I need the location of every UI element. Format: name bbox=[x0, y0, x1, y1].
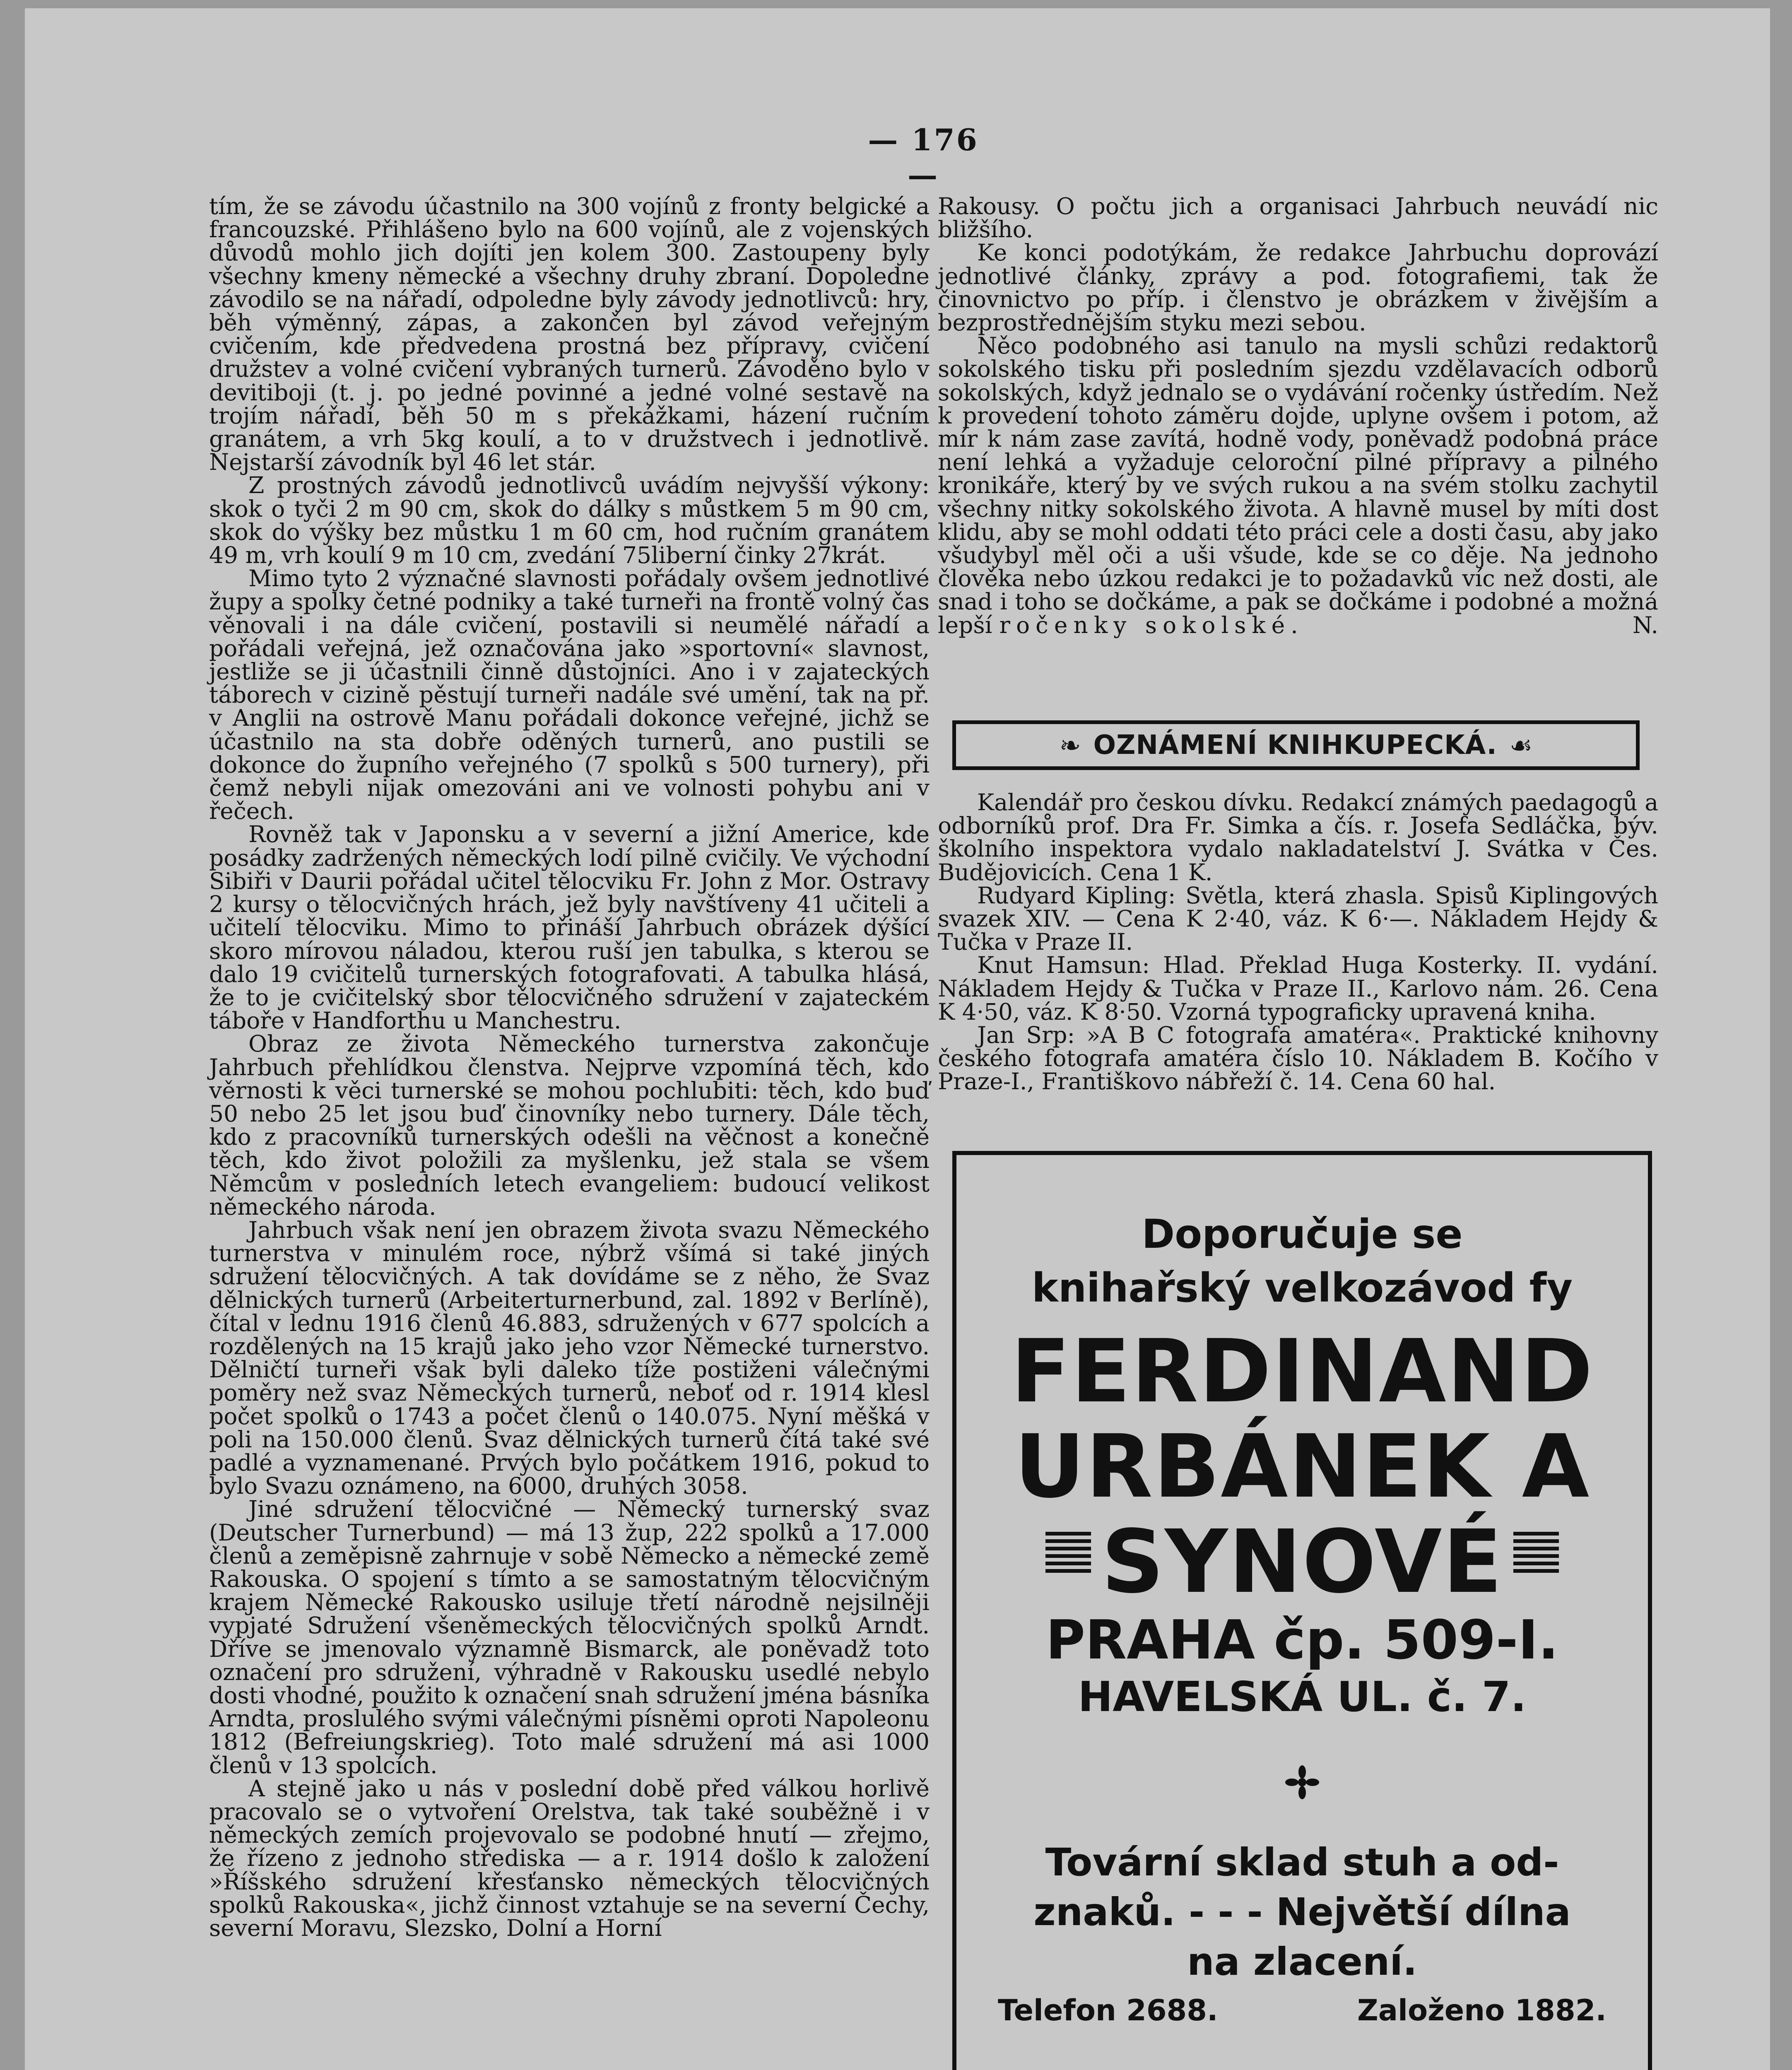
spaced-text: ročenky sokolské. bbox=[999, 611, 1304, 638]
paragraph bbox=[938, 334, 1658, 637]
paragraph-text: Něco podobného asi tanulo na mysli schůzi redaktorů sokolského tisku při posledním sjezdu vzdělavacích odborů sokolských, když jednalo se o vydávání ročenky ústředím. Než k provedení tohoto záměru dojde, uplyne ovšem i potom, až mír k nám zase zavítá, hodně vody, poněvadž podobná práce není lehká a vyžaduje celoroční pilné přípravy a pilného kronikáře, který by ve svých rukou a na svém stolku zachytil všechny nitky sokolského života. A hlavně musel by míti dost klidu, aby se mohl oddati této práci cele a dosti času, aby jako všudybyl měl oči a uši všude, kde se co děje. Na jednoho člověka nebo úzkou redakci je to požadavků víc než dosti, ale snad i toho se dočkáme, a pak se dočkáme i podobné a možná lepší bbox=[938, 332, 1658, 638]
paragraph: Jahrbuch však není jen obrazem života svazu Německého turnerstva v minulém roce, nýbrž všímá si také jiných sdružení tělocvičných. A tak dovídáme se z něho, že Svaz dělnických turnerů (Arbeiterturnerbund, zal. 1892 v Berlíně), čítal v lednu 1916 členů 46.883, sdružených v 677 spolcích a rozdělených na 15 krajů jako jeho vzor Německé turnerstvo. Dělničtí turneři však byli daleko tíže postiženi válečnými poměry než svaz Německých turnerů, neboť od r. 1914 klesl počet spolků o 1743 a počet členů o 140.075. Nyní měšká v poli na 150.000 členů. Svaz dělnických turnerů čítá také své padlé a vyznamenané. Prvých bylo počátkem 1916, pokud to bylo Svazu oznámeno, na 6000, druhých 3058. bbox=[209, 1216, 930, 1500]
page-number: — 176 — bbox=[868, 122, 979, 193]
left-column bbox=[209, 195, 930, 1940]
author-signature: N. bbox=[1632, 611, 1658, 638]
ad-name-line-1: FERDINAND bbox=[1011, 1321, 1594, 1422]
paragraph: Rovněž tak v Japonsku a v severní a jižní Americe, kde posádky zadržených německých lodí pilně cvičily. Ve východní Sibiři v Daurii pořádal učitel tělocviku Fr. John z Mor. Ostravy 2 kursy o tělocvičných hrách, jež byly navštíveny 41 učiteli a učitelí tělocviku. Mimo to přináší Jahrbuch obrázek dýšící skoro mírovou náladou, kterou ruší jen tabulka, s kterou se dalo 19 cvičitelů turnerských fotografovati. A tabulka hlásá, že to je cvičitelský sbor tělocvičného sdružení v zajateckém táboře v Handforthu u Manchestru. bbox=[209, 821, 930, 1034]
ad-founded: Založeno 1882. bbox=[1357, 1993, 1607, 2027]
ad-address-line-1: PRAHA čp. 509-I. bbox=[1045, 1608, 1559, 1671]
decorative-bars-right-icon bbox=[1513, 1532, 1559, 1575]
ad-text-line-1: Tovární sklad stuh a od- bbox=[1045, 1840, 1559, 1885]
ornament-right-icon: ☙ bbox=[1509, 730, 1533, 761]
ad-name-line-3: SYNOVÉ bbox=[1101, 1511, 1503, 1613]
paragraph: A stejně jako u nás v poslední době před válkou horlivě pracovalo se o vytvoření Orelstva, tak také souběžně i v německých zemích projevovalo se podobné hnutí — zřejmo, že řízeno z jednoho střediska — a r. 1914 došlo k založení »Říšského sdružení křesťansko německých tělocvičných spolků Rakouska«, jichž činnost vztahuje se na severní Čechy, severní Moravu, Slezsko, Dolní a Horní bbox=[209, 1775, 930, 1942]
notices-heading: OZNÁMENÍ KNIHKUPECKÁ. bbox=[1093, 730, 1497, 761]
paragraph: Mimo tyto 2 význačné slavnosti pořádaly ovšem jednotlivé župy a spolky četné podniky a také turneři na frontě volný čas věnovali i na dále cvičení, postavili si neumělé nářadí a pořádali veřejná, jež označována jako »sportovní« slavnost, jestliže se ji účastnili činně důstojníci. Ano i v zajateckých táborech v cizině pěstují turneři nadále své umění, tak na př. v Anglii na ostrově Manu pořádali dokonce veřejné, jichž se účastnilo na sta dobře oděných turnerů, ano pustili se dokonce do župního veřejného (7 spolků s 500 turnery), při čemž nebyli nijak omezováni ani ve volnosti pohybu ani v řečech. bbox=[209, 565, 930, 825]
paragraph: tím, že se závodu účastnilo na 300 vojínů z fronty belgické a francouzské. Přihlášeno bylo na 600 vojínů, ale z vojenských důvodů mohlo jich dojíti jen kolem 300. Zastoupeny byly všechny kmeny německé a všechny druhy zbraní. Dopoledne závodilo se na nářadí, odpoledne byly závody jednotlivců: hry, běh výměnný, zápas, a zakončen byl závod veřejným cvičením, kde předvedena prostná bez přípravy, cvičení družstev a volné cvičení vybraných turnerů. Závoděno bylo v devitiboji (t. j. po jedné povinné a jedné volné sestavě na trojím nářadí, běh 50 m s překážkami, házení ručním granátem, a vrh 5kg koulí, a to v družstvech i jednotlivě. Nejstarší závodník byl 46 let stár. bbox=[209, 193, 930, 476]
notices-heading-box bbox=[952, 720, 1640, 770]
decorative-bars-left-icon bbox=[1045, 1532, 1091, 1575]
book-notice: Jan Srp: »A B C fotografa amatéra«. Praktické knihovny českého fotografa amatéra číslo 10. Nákladem B. Kočího v Praze-I., Františkovo nábřeží č. 14. Cena 60 hal. bbox=[938, 1022, 1658, 1095]
paragraph: Jiné sdružení tělocvičné — Německý turnerský svaz (Deutscher Turnerbund) — má 13 žup, 222 spolků a 17.000 členů a zeměpisně zahrnuje v sobě Německo a německé země Rakouska. O spojení s tímto a se samostatným tělocvičným krajem Německé Rakousko usiluje třetí národně nejsilněji vypjaté Sdružení všeněmeckých tělocvičných spolků Arndt. Dříve se jmenovalo významně Bismarck, ale poněvadž toto označení pro sdružení, výhradně v Rakousku usedlé nebylo dosti vhodné, použito k označení snah sdružení jména básníka Arndta, proslulého svými válečnými písněmi oproti Napoleonu 1812 (Befreiungskrieg). Toto malé sdružení má asi 1000 členů v 13 spolcích. bbox=[209, 1496, 930, 1779]
book-notice: Kalendář pro českou dívku. Redakcí známých paedagogů a odborníků prof. Dra Fr. Simka a čís. r. Josefa Sedláčka, býv. školního inspektora vydalo nakladatelství J. Svátka v Čes. Budějovicích. Cena 1 K. bbox=[938, 789, 1658, 886]
bookbinder-advertisement bbox=[952, 1151, 1652, 2070]
paragraph: Ke konci podotýkám, že redakce Jahrbuchu doprovází jednotlivé články, zprávy a pod. fotografiemi, tak že činovnictvo po příp. i členstvo je obrázkem v živějším a bezprostřednějším styku mezi sebou. bbox=[938, 239, 1658, 336]
right-column bbox=[938, 195, 1658, 637]
ad-address-line-2: HAVELSKÁ UL. č. 7. bbox=[1078, 1673, 1527, 1721]
ad-text-line-2: znaků. - - - Největší dílna bbox=[1033, 1890, 1571, 1934]
ad-text-line-3: na zlacení. bbox=[1187, 1940, 1417, 1984]
ad-phone: Telefon 2688. bbox=[998, 1993, 1218, 2027]
book-notice: Knut Hamsun: Hlad. Překlad Huga Kosterky. II. vydání. Nákladem Hejdy & Tučka v Praze II., Karlovo nám. 26. Cena K 4·50, váz. K 8·50. Vzorná typograficky upravená kniha. bbox=[938, 952, 1658, 1025]
ornament-left-icon: ❧ bbox=[1059, 730, 1081, 761]
paragraph: Z prostných závodů jednotlivců uvádím nejvyšší výkony: skok o tyči 2 m 90 cm, skok do dálky s můstkem 5 m 90 cm, skok do výšky bez můstku 1 m 60 cm, hod ručním granátem 49 m, vrh koulí 9 m 10 cm, zvedání 75liberní činky 27krát. bbox=[209, 472, 930, 569]
paragraph: Rakousy. O počtu jich a organisaci Jahrbuch neuvádí nic bližšího. bbox=[938, 193, 1658, 243]
ad-name-line-2: URBÁNEK A bbox=[1014, 1416, 1590, 1517]
ad-recommend-line: Doporučuje se bbox=[1142, 1211, 1463, 1257]
paragraph: Obraz ze života Německého turnerstva zakončuje Jahrbuch přehlídkou členstva. Nejprve vzpomíná těch, kdo věrnosti k věci turnerské se mohou pochlubiti: těch, kdo buď 50 nebo 25 let jsou buď činovníky nebo turnery. Dále těch, kdo z pracovníků turnerských odešli na věčnost a konečně těch, kdo život položili za myšlenku, jež stala se všem Němcům v posledních letech evangeliem: budoucí velikost německého národa. bbox=[209, 1030, 930, 1220]
book-notices bbox=[938, 791, 1658, 1093]
ad-company-type-line: knihařský velkozávod fy bbox=[1031, 1265, 1573, 1311]
book-notice: Rudyard Kipling: Světla, která zhasla. Spisů Kiplingových svazek XIV. — Cena K 2·40, váz. K 6·—. Nákladem Hejdy & Tučka v Praze II. bbox=[938, 882, 1658, 956]
flower-ornament-icon bbox=[1284, 1764, 1321, 1801]
ad-name-line-3-row bbox=[956, 1511, 1648, 1613]
